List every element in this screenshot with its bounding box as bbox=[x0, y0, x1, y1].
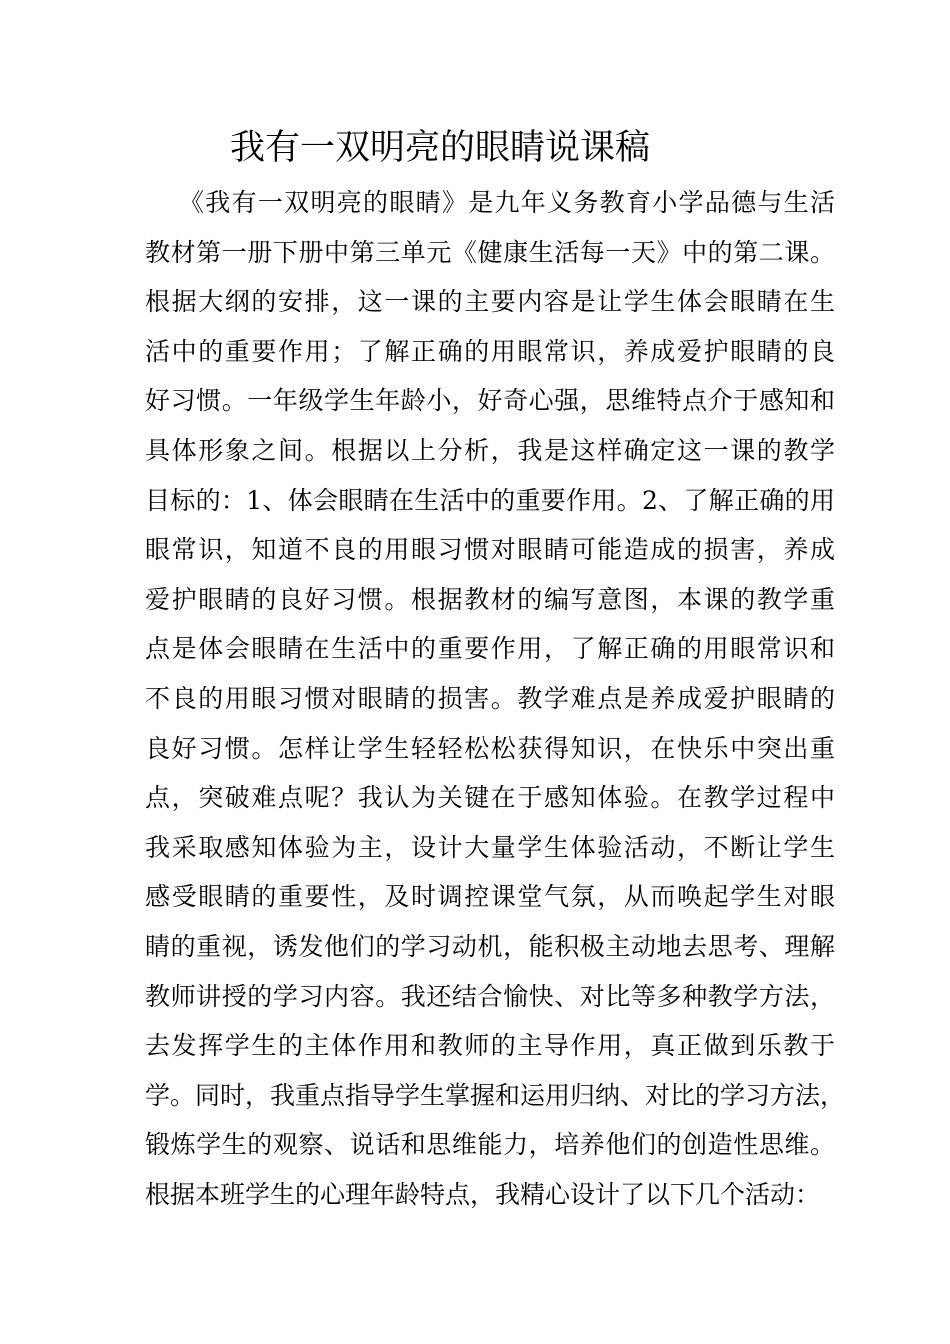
body-line: 良好习惯。怎样让学生轻轻松松获得知识，在快乐中突出重 bbox=[145, 733, 835, 763]
document-body bbox=[145, 178, 846, 1219]
body-line: 锻炼学生的观察、说话和思维能力，培养他们的创造性思维。 bbox=[145, 1130, 835, 1160]
body-line: 根据大纲的安排，这一课的主要内容是让学生体会眼睛在生 bbox=[145, 287, 835, 317]
body-line: 爱护眼睛的良好习惯。根据教材的编写意图，本课的教学重 bbox=[145, 584, 835, 614]
body-line: 教材第一册下册中第三单元《健康生活每一天》中的第二课。 bbox=[145, 237, 835, 267]
body-line: 教师讲授的学习内容。我还结合愉快、对比等多种教学方法， bbox=[145, 981, 835, 1011]
body-line: 点是体会眼睛在生活中的重要作用，了解正确的用眼常识和 bbox=[145, 634, 835, 664]
body-line: 目标的：1、体会眼睛在生活中的重要作用。2、了解正确的用 bbox=[145, 485, 835, 515]
body-line: 具体形象之间。根据以上分析，我是这样确定这一课的教学 bbox=[145, 435, 835, 465]
body-line: 不良的用眼习惯对眼睛的损害。教学难点是养成爱护眼睛的 bbox=[145, 683, 835, 713]
body-line: 感受眼睛的重要性，及时调控课堂气氛，从而唤起学生对眼 bbox=[145, 882, 835, 912]
body-line: 点，突破难点呢？我认为关键在于感知体验。在教学过程中 bbox=[145, 783, 835, 813]
body-line: 活中的重要作用；了解正确的用眼常识，养成爱护眼睛的良 bbox=[145, 336, 835, 366]
body-line: 我采取感知体验为主，设计大量学生体验活动，不断让学生 bbox=[145, 832, 835, 862]
body-line: 去发挥学生的主体作用和教师的主导作用，真正做到乐教于 bbox=[145, 1031, 835, 1061]
body-line: 眼常识，知道不良的用眼习惯对眼睛可能造成的损害，养成 bbox=[145, 535, 835, 565]
body-line: 根据本班学生的心理年龄特点，我精心设计了以下几个活动： bbox=[145, 1179, 821, 1209]
body-line: 学。同时，我重点指导学生掌握和运用归纳、对比的学习方法， bbox=[145, 1080, 846, 1110]
document-title: 我有一双明亮的眼睛说课稿 bbox=[230, 128, 651, 168]
body-line: 好习惯。一年级学生年龄小，好奇心强，思维特点介于感知和 bbox=[145, 386, 835, 416]
body-line: 《我有一双明亮的眼睛》是九年义务教育小学品德与生活 bbox=[179, 188, 835, 217]
body-line: 睛的重视，诱发他们的学习动机，能积极主动地去思考、理解 bbox=[145, 931, 835, 961]
